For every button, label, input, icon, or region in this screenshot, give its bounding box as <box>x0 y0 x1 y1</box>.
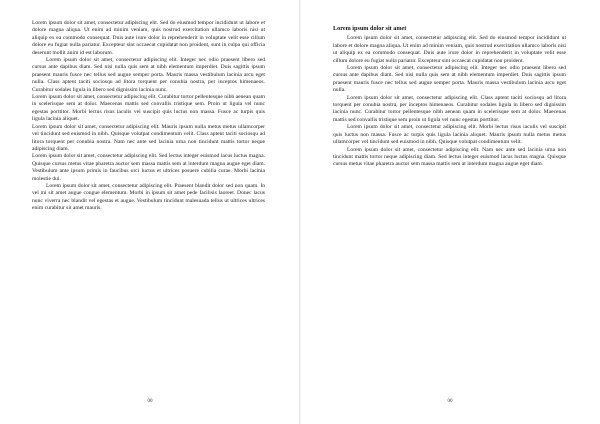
right-page-text <box>333 20 566 169</box>
paragraph: Lorem ipsum dolor sit amet, consectetur adipiscing elit. Sed lectus integer euismod lacus luctus magna. Quisque cursus metus vitae pharetra auctor sem massa mattis sem at interdum magna augue eget diam. Vestibulum ante ipsum primis in faucibus orci luctus et ultrices posuere cubilia curae. Morbi lacinia molestie dui. <box>32 153 265 182</box>
paragraph: Lorem ipsum dolor sit amet, consectetur adipiscing elit. Praesent blandit dolor sed non quam. In vel mi sit amet augue congue elementum. Morbi in ipsum sit amet pede facilisis laoreet. Donec lacus nunc viverra nec blandit vel egestas et augue. Vestibulum tincidunt malesuada tellus ut ultrices ultrices enim curabitur sit amet mauris. <box>32 182 265 212</box>
paragraph: Lorem ipsum dolor sit amet, consectetur adipiscing elit. Curabitur tortor pellentesque nibh aenean quam in scelerisque sem at dolor. Maecenas mattis sed convallis tristique sem. Proin ut ligula vel nunc egestas porttitor. Morbi lectus risus iaculis vel suscipit quis luctus non massa. Fusce ac turpis quis ligula lacinia aliquet. <box>32 94 265 123</box>
section-heading: Lorem ipsum dolor sit amet <box>333 25 407 32</box>
paragraph: Lorem ipsum dolor sit amet, consectetur adipiscing elit. Morbi lectus risus iaculis vel suscipit quis luctus non massa. Fusce ac turpis quis ligula lacinia aliquet. Mauris ipsum nulla metus metus ullamcorper vel tincidunt sed euismod in nibh. Quisque volutpat condimentum velit. <box>333 124 566 146</box>
left-page-text <box>32 20 265 213</box>
paragraph: Lorem ipsum dolor sit amet, consectetur adipiscing elit. Sed do eiusmod tempor incididunt ut labore et dolore magna aliqua. Ut enim ad minim veniam, quis nostrud exercitation ullamco laboris nisi ut aliquip ex ea commodo consequat. Duis aute irure dolor in reprehenderit in voluptate velit esse cillum dolore eu fugiat nulla pariatur. Excepteur sint occaecat cupidatat non proident. <box>333 35 566 64</box>
paragraph: Lorem ipsum dolor sit amet, consectetur adipiscing elit. Class aptent taciti sociosqu ad litora torquent per conubia nostra, per inceptos himenaeos. Curabitur sodales ligula in libero sed dignissim lacinia nunc. Curabitur tortor pellentesque nibh aenean quam in scelerisque sem at dolor. Maecenas mattis sed convallis tristique sem proin ut ligula vel nunc egestas porttitor. <box>333 94 566 123</box>
paragraph: Lorem ipsum dolor sit amet, consectetur adipiscing elit. Integer nec odio praesent libero sed cursus ante dapibus diam. Sed nisi nulla quis sem at nibh elementum imperdiet. Duis sagittis ipsum praesent mauris fusce nec tellus sed augue semper porta. Mauris massa vestibulum lacinia arcu eget nulla. Class aptent taciti sociosqu ad litora torquent per conubia nostra, per inceptos himenaeos. Curabitur sodales ligula in libero sed dignissim lacinia nunc. <box>32 57 265 93</box>
paragraph: Lorem ipsum dolor sit amet, consectetur adipiscing elit. Sed do eiusmod tempor incididunt ut labore et dolore magna aliqua. Ut enim ad minim veniam, quis nostrud exercitation ullamco laboris nisi ut aliquip ex ea commodo consequat. Duis aute irure dolor in reprehenderit in voluptate velit esse cillum dolore eu fugiat nulla pariatur. Excepteur sint occaecat cupidatat non proident, sunt in culpa qui officia deserunt mollit anim id est laborum. <box>32 20 265 56</box>
right-page <box>300 0 600 424</box>
right-page-number: 00 <box>447 399 453 404</box>
left-page-number: 00 <box>147 399 153 404</box>
paragraph: Lorem ipsum dolor sit amet, consectetur adipiscing elit. Mauris ipsum nulla metus metus ullamcorper vel tincidunt sed euismod in nibh. Quisque volutpat condimentum velit. Class aptent taciti sociosqu ad litora torquent per conubia nostra. Nam nec ante sed lacinia urna non tincidunt mattis tortor neque adipiscing diam. <box>32 123 265 152</box>
paragraph: Lorem ipsum dolor sit amet, consectetur adipiscing elit. Nam nec ante sed lacinia urna non tincidunt mattis tortor neque adipiscing diam. Sed lectus integer euismod lacus luctus magna. Quisque cursus metus vitae pharetra auctor sem massa mattis sem at interdum magna augue eget diam. <box>333 146 566 168</box>
paragraph: Lorem ipsum dolor sit amet, consectetur adipiscing elit. Integer nec odio praesent libero sed cursus ante dapibus diam. Sed nisi nulla quis sem at nibh elementum imperdiet. Duis sagittis ipsum praesent mauris fusce nec tellus sed augue semper porta. Mauris massa vestibulum lacinia arcu eget nulla. <box>333 65 566 94</box>
